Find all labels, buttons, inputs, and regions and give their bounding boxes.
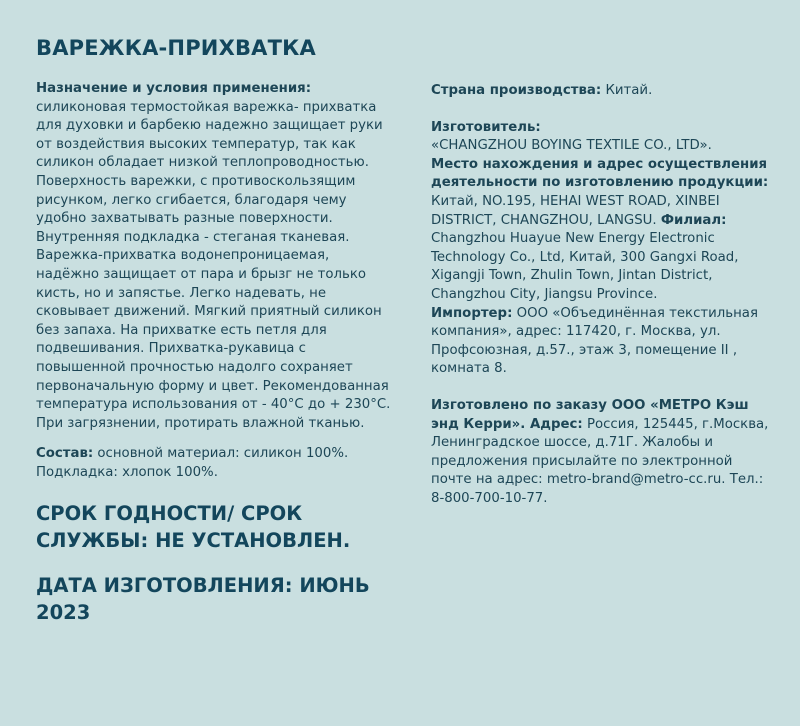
country-section [431, 82, 776, 101]
product-title: ВАРЕЖКА-ПРИХВАТКА [36, 36, 316, 60]
order-label: Изготовлено по заказу ООО «МЕТРО Кэш энд Керри». Адрес: [431, 397, 749, 432]
manufacture-date: ДАТА ИЗГОТОВЛЕНИЯ: ИЮНЬ 2023 [36, 574, 370, 625]
manufacturer-name: «CHANGZHOU BOYING TEXTILE CO., LTD». [431, 138, 712, 154]
purpose-text: силиконовая термостойкая варежка- прихватка для духовки и барбекю надежно защищает руки от воздействия высоких температур, так как силикон обладает низкой теплопроводностью. Поверхность варежки, с противоскользящим рисунком, легко сгибается, благодаря чему удобно захватывать разные поверхности. Внутренняя подкладка - стеганая тканевая. Варежка-прихватка водонепроницаемая, надёжно защищает от пара и брызг не только кисть, но и запястье. Легко надевать, не сковывает движений. Мягкий приятный силикон без запаха. На прихватке есть петля для подвешивания. Прихватка-рукавица с повышенной прочностью надолго сохраняет первоначальную форму и цвет. Рекомендованная температура использования от - 40°C до + 230°C. При загрязнении, протирать влажной тканью. [36, 99, 391, 431]
manufacturer-address-label: Место нахождения и адрес осуществления деятельности по изготовлению продукции: [431, 156, 769, 191]
shelf-life: СРОК ГОДНОСТИ/ СРОК СЛУЖБЫ: НЕ УСТАНОВЛЕН. [36, 502, 351, 553]
country-label: Страна производства: [431, 83, 602, 98]
composition-section [36, 445, 396, 482]
purpose-section [36, 80, 396, 433]
left-column [36, 36, 396, 626]
manufacturer-section [431, 119, 776, 379]
order-section [431, 397, 776, 509]
branch-label: Филиал: [660, 212, 727, 228]
manufacturer-address: Китай, NO.195, HEHAI WEST ROAD, XINBEI DISTRICT, CHANGZHOU, LANGSU. [431, 193, 720, 228]
order-text: Россия, 125445, г.Москва, Ленинградское шоссе, д.71Г. Жалобы и предложения присылайте по электронной почте на адрес: metro-brand@metro-cc.ru. Тел.: 8-800-700-10-77. [431, 416, 769, 506]
country-value: Китай. [605, 83, 653, 98]
branch-text: Changzhou Huayue New Energy Electronic Technology Co., Ltd, Китай, 300 Gangxi Road, Xigangji Town, Zhulin Town, Jintan District, Changzhou City, Jiangsu Province. [431, 231, 739, 302]
composition-text: основной материал: силикон 100%. Подкладка: хлопок 100%. [36, 446, 349, 480]
importer-label: Импортер: [431, 305, 513, 321]
right-column [431, 82, 776, 508]
importer-text: ООО «Объединённая текстильная компания», адрес: 117420, г. Москва, ул. Профсоюзная, д.57., этаж 3, помещение II , комната 8. [431, 305, 758, 377]
composition-label: Состав: [36, 446, 94, 462]
purpose-label: Назначение и условия применения: [36, 81, 312, 96]
manufacturer-label: Изготовитель: [431, 119, 541, 135]
